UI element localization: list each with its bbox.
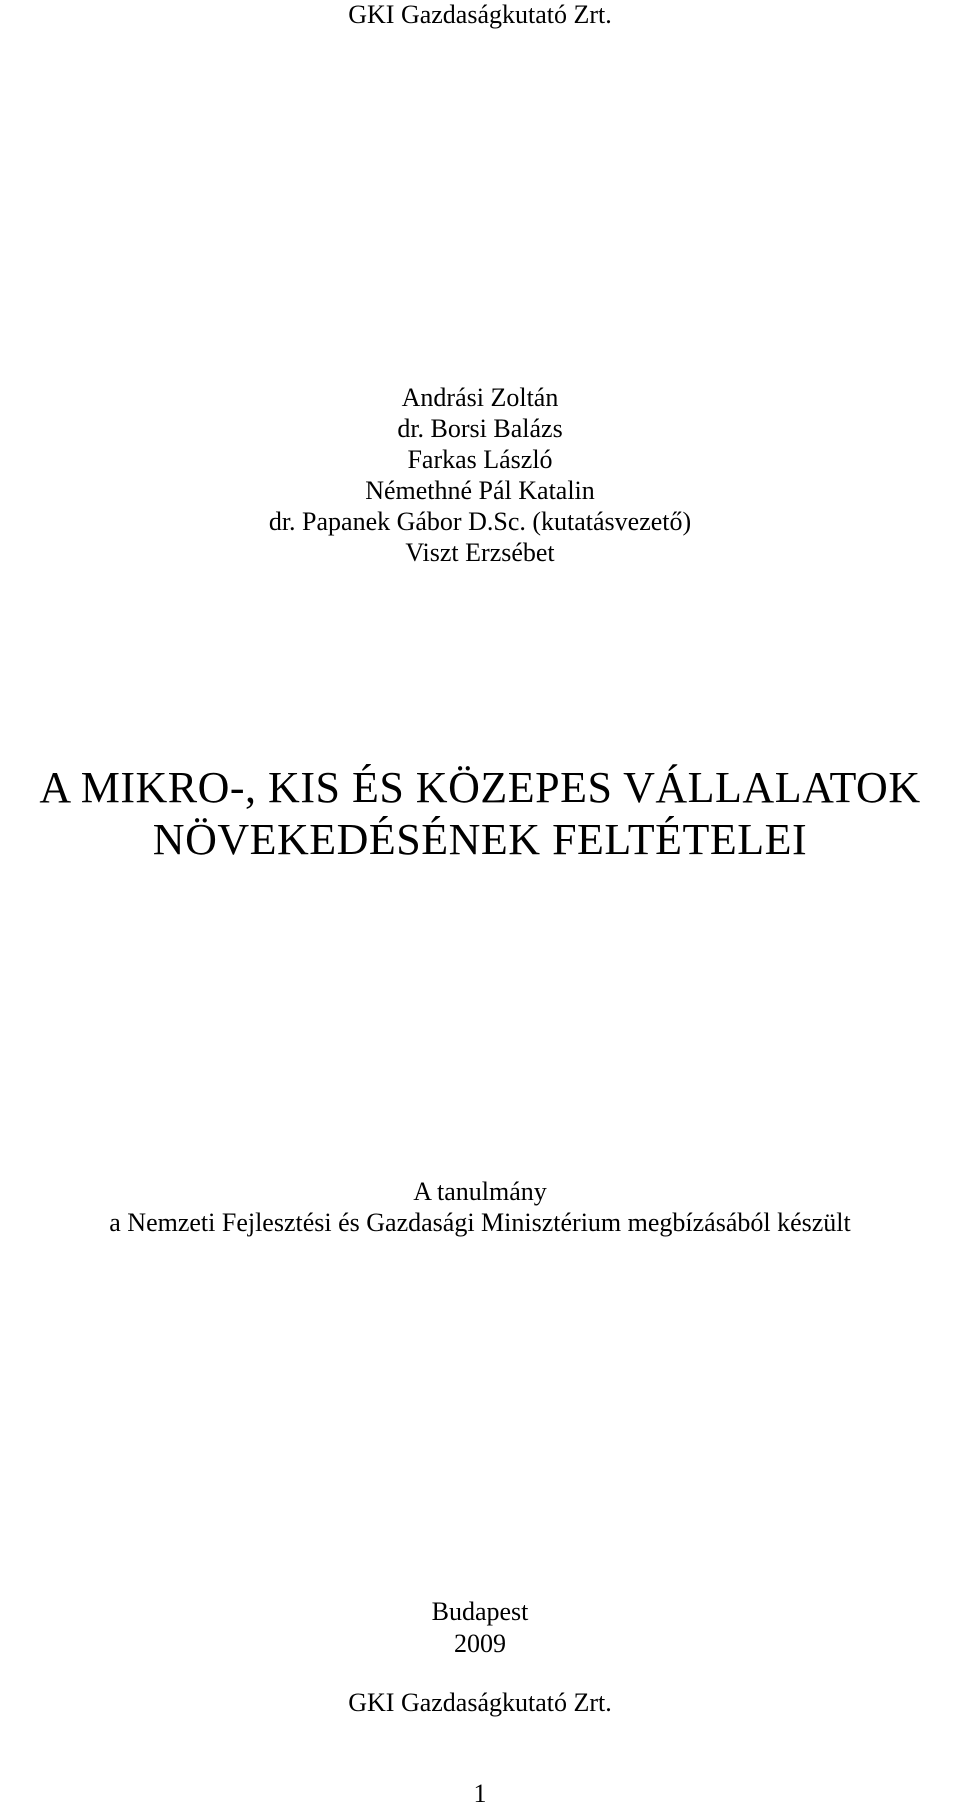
page-number: 1 xyxy=(473,1779,487,1808)
imprint-year: 2009 xyxy=(454,1629,506,1658)
author-name: Andrási Zoltán xyxy=(401,383,559,412)
document-title xyxy=(0,762,960,866)
title-line-1: A MIKRO-, KIS ÉS KÖZEPES VÁLLALATOK xyxy=(39,763,921,812)
author-name: dr. Papanek Gábor D.Sc. (kutatásvezető) xyxy=(268,507,692,536)
imprint-place-year xyxy=(0,1596,960,1660)
title-line-2: NÖVEKEDÉSÉNEK FELTÉTELEI xyxy=(152,815,808,864)
imprint-place: Budapest xyxy=(431,1597,529,1626)
author-name: Farkas László xyxy=(407,445,553,474)
author-list xyxy=(0,382,960,568)
author-name: Némethné Pál Katalin xyxy=(365,476,595,505)
author-name: Viszt Erzsébet xyxy=(405,538,555,567)
imprint-publisher: GKI Gazdaságkutató Zrt. xyxy=(348,1688,612,1717)
commission-line-2: a Nemzeti Fejlesztési és Gazdasági Minisztérium megbízásából készült xyxy=(109,1208,851,1237)
commission-statement xyxy=(0,1176,960,1238)
author-name: dr. Borsi Balázs xyxy=(397,414,563,443)
commission-line-1: A tanulmány xyxy=(413,1177,547,1206)
header-organization: GKI Gazdaságkutató Zrt. xyxy=(348,0,612,29)
